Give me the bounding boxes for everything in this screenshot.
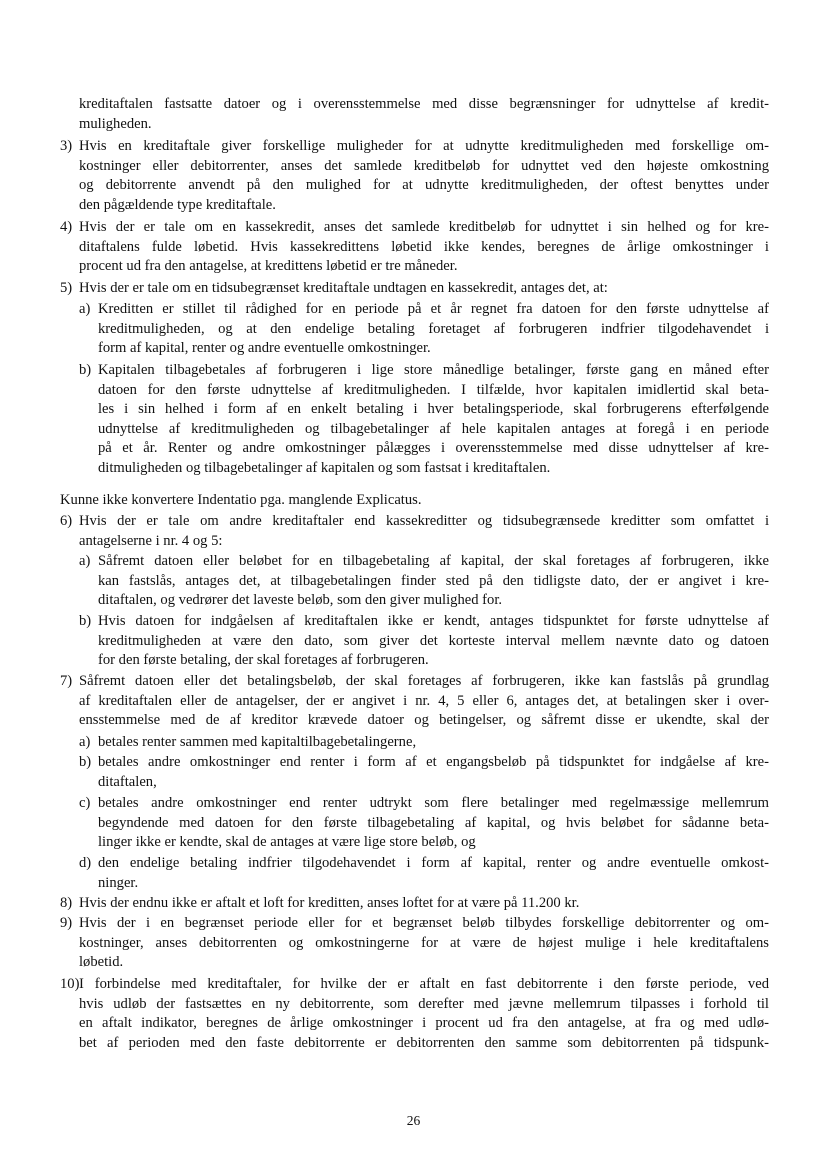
text-line: for den første betaling, der skal foretages af forbrugeren.: [98, 652, 429, 669]
item-label-5: 5): [60, 280, 73, 296]
text-line: les i sin helhed i form af en enkelt betaling i hver betalingsperiode, skal forbrugerens efterfølgende: [98, 401, 769, 418]
subitem-7d: [98, 854, 769, 893]
text-line: kreditmuligheden, og at den endelige betaling foretaget af forbrugeren indfrier tilgodehavendet i: [98, 320, 769, 337]
text-line: Hvis der i en begrænset periode eller for et begrænset beløb tilbydes forskellige debitorrenter og om-: [79, 915, 769, 931]
text-line: Hvis der er tale om andre kreditaftaler end kassekreditter og tidsubegrænsede kreditter som omfattet i: [79, 513, 769, 529]
text-line: betales andre omkostninger end renter i form af et engangsbeløb på tidspunktet for indgåelse af kre-: [98, 754, 769, 770]
item-label-10: 10): [60, 976, 80, 992]
item-label-6: 6): [60, 513, 73, 529]
subitem-label-7a: a): [79, 734, 91, 750]
text-line: hvis udløb der fastsættes en ny debitorrente, som derefter med jævne mellemrum tilpasses i forhold til: [79, 995, 769, 1012]
subitem-5b: [98, 361, 769, 479]
subitem-6a: [98, 552, 769, 611]
text-line: den pågældende type kreditaftale.: [79, 196, 276, 213]
item-6: [79, 512, 769, 551]
continuation-paragraph: [79, 95, 769, 134]
text-line: Såfremt datoen eller beløbet for en tilbagebetaling af kapital, der skal foretages af forbrugeren, ikke: [98, 553, 769, 569]
text-line: Hvis der endnu ikke er aftalt et loft for kreditten, anses loftet for at være på 11.200 kr.: [79, 895, 580, 911]
item-5: [79, 279, 769, 299]
text-line: den endelige betaling indfrier tilgodehavendet i form af kapital, renter og andre eventuelle omkost-: [98, 855, 769, 871]
text-line: linger ikke er kendte, skal de antages at være lige store beløb, og: [98, 834, 476, 851]
subitem-label-5a: a): [79, 301, 91, 317]
text-line: bet af perioden med den faste debitorrente er debitorrenten den samme som debitorrenten på tidspunk-: [79, 1034, 769, 1051]
text-line: datoen for den første udnyttelse af kreditmuligheden. I tilfælde, hvor kapitalen imidlertid skal beta-: [98, 381, 769, 398]
subitem-label-6a: a): [79, 553, 91, 569]
item-label-4: 4): [60, 219, 73, 235]
text-line: kreditaftalen fastsatte datoer og i overensstemmelse med disse begrænsninger for udnyttelse af kredit-: [79, 96, 769, 112]
text-line: Hvis datoen for indgåelsen af kreditaftalen ikke er kendt, antages tidspunktet for første udnyttelse af: [98, 613, 769, 629]
subitem-label-7b: b): [79, 754, 92, 770]
text-line: I forbindelse med kreditaftaler, for hvilke der er aftalt en fast debitorrente i den første periode, ved: [79, 976, 769, 992]
item-9: [79, 914, 769, 973]
text-line: ditaftalen,: [98, 773, 157, 790]
subitem-label-6b: b): [79, 613, 92, 629]
subitem-label-5b: b): [79, 362, 92, 378]
text-line: form af kapital, renter og andre eventuelle omkostninger.: [98, 340, 431, 357]
item-3: [79, 137, 769, 215]
item-7: [79, 672, 769, 731]
text-line: antagelserne i nr. 4 og 5:: [79, 532, 223, 549]
text-line: af kreditaftalen eller de antagelser, der er angivet i nr. 4, 5 eller 6, antages det, at betalingen sker i over-: [79, 692, 769, 709]
item-label-8: 8): [60, 895, 73, 911]
text-line: kostninger eller debitorrenter, anses det samlede kreditbeløb for udnyttet ved den højeste omkostning: [79, 157, 769, 174]
text-line: kreditmuligheden at være den dato, som giver det korteste interval mellem nævnte dato og datoen: [98, 632, 769, 649]
text-line: Hvis der er tale om en kassekredit, anses det samlede kreditbeløb for udnyttet i sin helhed og for kre-: [79, 219, 769, 235]
text-line: Kreditten er stillet til rådighed for en periode på et år regnet fra datoen for den første udnyttelse af: [98, 301, 769, 317]
item-8: [79, 894, 769, 914]
item-10: [79, 975, 769, 1053]
item-label-3: 3): [60, 138, 73, 154]
text-line: og debitorrente anvendt på den mulighed for at udnytte kreditmuligheden, der oftest benyttes under: [79, 177, 769, 194]
text-line: muligheden.: [79, 115, 152, 132]
item-label-7: 7): [60, 673, 73, 689]
text-line: Kunne ikke konvertere Indentatio pga. manglende Explicatus.: [60, 492, 422, 508]
text-line: en aftalt indikator, beregnes de årlige omkostninger i procent ud fra den antagelse, at fra og med udlø-: [79, 1015, 769, 1032]
text-line: Hvis en kreditaftale giver forskellige muligheder for at udnytte kreditmuligheden med forskellige om-: [79, 138, 769, 154]
item-label-9: 9): [60, 915, 73, 931]
text-line: Såfremt datoen eller det betalingsbeløb, der skal foretages af forbrugeren, ikke kan fastslås på grundlag: [79, 673, 769, 689]
text-line: betales renter sammen med kapitaltilbagebetalingerne,: [98, 734, 417, 750]
item-4: [79, 218, 769, 277]
page-number: 26: [406, 1113, 421, 1128]
subitem-6b: [98, 612, 769, 671]
text-line: ensstemmelse med de af kreditor krævede datoer og betingelser, og såfremt disse er ukendte, skal der: [79, 712, 769, 729]
text-line: udnyttelse af kreditmuligheden og tilbagebetalinger af hele kapitalen antages at foregå i en periode: [98, 420, 769, 437]
subitem-label-7c: c): [79, 795, 91, 811]
text-line: løbetid.: [79, 954, 124, 971]
subitem-label-7d: d): [79, 855, 92, 871]
text-line: kostninger, anses debitorrenten og omkostningerne for at være de højest mulige i hele kreditaftalens: [79, 934, 769, 951]
text-line: betales andre omkostninger end renter udtrykt som flere betalinger med regelmæssige mellemrum: [98, 795, 769, 811]
text-line: Hvis der er tale om en tidsubegrænset kreditaftale undtagen en kassekredit, antages det, at:: [79, 280, 608, 296]
text-line: ditmuligheden og tilbagebetalinger af kapitalen og som fastsat i kreditaftalen.: [98, 459, 551, 476]
subitem-7b: [98, 753, 769, 792]
text-line: ninger.: [98, 874, 139, 891]
text-line: Kapitalen tilbagebetales af forbrugeren i lige store månedlige betalinger, første gang en måned efter: [98, 362, 769, 378]
subitem-5a: [98, 300, 769, 359]
text-line: ditaftalen, og vedrører det laveste beløb, som den giver mulighed for.: [98, 592, 503, 609]
text-line: kan fastslås, antages det, at tilbagebetalingen finder sted på den tidligste dato, der er angivet i kre-: [98, 572, 769, 589]
text-line: procent ud fra den antagelse, at kredittens løbetid er tre måneder.: [79, 258, 458, 275]
conversion-note: [60, 491, 769, 511]
text-line: ditaftalens fulde løbetid. Hvis kassekredittens løbetid ikke kendes, beregnes de årlige omkostninger i: [79, 238, 769, 255]
text-line: begyndende med datoen for den første tilbagebetaling af kapital, og hvis beløbet for sådanne beta-: [98, 814, 769, 831]
subitem-7c: [98, 794, 769, 853]
subitem-7a: [98, 733, 769, 753]
text-line: på et år. Renter og andre omkostninger pålægges i overensstemmelse med disse udnyttelser af kre-: [98, 440, 769, 457]
